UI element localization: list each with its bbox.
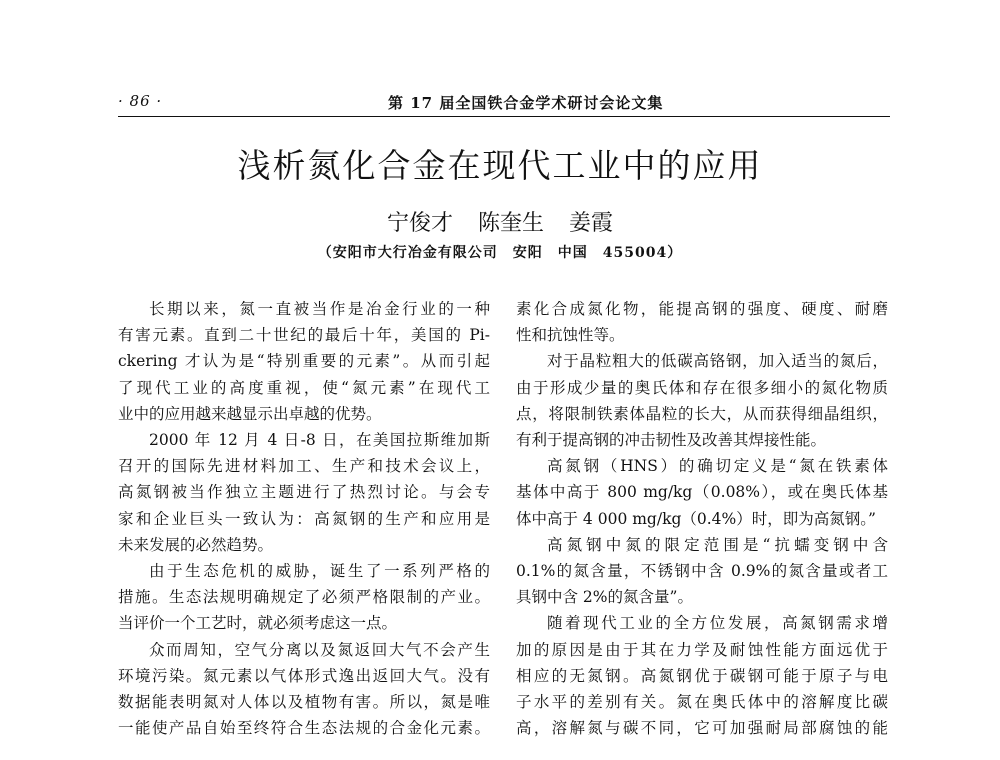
body-line: 随着现代工业的全方位发展，高氮钢需求增 (547, 614, 888, 633)
author-name: 宁俊才 (386, 211, 453, 236)
body-line: 由于生态危机的威胁，诞生了一系列严格的 (149, 562, 490, 581)
body-line: 高氮钢中氮的限定范围是“抗蠕变钢中含 (547, 535, 888, 554)
left-column (118, 296, 490, 741)
page-number: · 86 · (118, 92, 163, 110)
body-line: 高氮钢被当作独立主题进行了热烈讨论。与会专 (118, 483, 490, 502)
article-title: 浅析氮化合金在现代工业中的应用 (237, 146, 763, 185)
author-name: 姜霞 (569, 211, 614, 236)
body-line: 对于晶粒粗大的低碳高铬钢，加入适当的氮后， (547, 352, 888, 371)
body-line: 数据能表明氮对人体以及植物有害。所以，氮是唯 (118, 693, 490, 712)
body-line: 性和抗蚀性等。 (516, 326, 625, 345)
body-line: 高，溶解氮与碳不同，它可加强耐局部腐蚀的能 (516, 719, 888, 738)
body-line: 相应的无氮钢。高氮钢优于碳钢可能于原子与电 (516, 666, 888, 685)
body-line: 高氮钢（HNS）的确切定义是“氮在铁素体 (547, 457, 888, 476)
body-line: 环境污染。氮元素以气体形式逸出返回大气。没有 (118, 666, 490, 685)
body-line: 有害元素。直到二十世纪的最后十年，美国的 Pi- (118, 326, 490, 345)
body-line: ckering 才认为是“特别重要的元素”。从而引起 (118, 352, 490, 371)
body-line: 子水平的差别有关。氮在奥氏体中的溶解度比碳 (516, 693, 888, 712)
body-line: 了现代工业的高度重视，使“氮元素”在现代工 (118, 378, 490, 397)
body-line: 召开的国际先进材料加工、生产和技术会议上， (118, 457, 490, 476)
author-list (0, 206, 1000, 237)
body-line: 长期以来，氮一直被当作是冶金行业的一种 (149, 300, 490, 318)
journal-title: 第 17 届全国铁合金学术研讨会论文集 (388, 94, 664, 112)
body-line: 未来发展的必然趋势。 (118, 535, 274, 554)
body-line: 点，将限制铁素体晶粒的长大，从而获得细晶组织， (516, 404, 888, 423)
body-line: 措施。生态法规明确规定了必须严格限制的产业。 (118, 588, 490, 607)
body-line: 当评价一个工艺时，就必须考虑这一点。 (118, 614, 398, 633)
right-column (516, 296, 888, 741)
body-line: 0.1%的氮含量，不锈钢中含 0.9%的氮含量或者工 (516, 562, 888, 581)
running-header (118, 90, 890, 117)
body-line: 众而周知，空气分离以及氮返回大气不会产生 (149, 640, 490, 659)
body-line: 家和企业巨头一致认为：高氮钢的生产和应用是 (118, 509, 490, 528)
body-line: 有利于提高钢的冲击韧性及改善其焊接性能。 (516, 431, 827, 450)
body-line: 由于形成少量的奥氏体和存在很多细小的氮化物质 (516, 378, 888, 397)
body-line: 2000 年 12 月 4 日-8 日，在美国拉斯维加斯 (149, 431, 490, 450)
body-line: 具钢中含 2%的氮含量”。 (516, 588, 693, 607)
author-name: 陈奎生 (477, 211, 544, 236)
body-line: 业中的应用越来越显示出卓越的优势。 (118, 404, 382, 423)
body-line: 加的原因是由于其在力学及耐蚀性能方面远优于 (516, 640, 888, 659)
affiliation: （安阳市大行冶金有限公司 安阳 中国 455004） (317, 245, 683, 261)
body-line: 体中高于 4 000 mg/kg（0.4%）时，即为高氮钢。” (516, 509, 876, 528)
body-line: 基体中高于 800 mg/kg（0.08%），或在奥氏体基 (516, 483, 888, 502)
body-line: 一能使产品自始至终符合生态法规的合金化元素。 (118, 719, 490, 738)
body-line: 素化合成氮化物，能提高钢的强度、硬度、耐磨 (516, 300, 888, 318)
